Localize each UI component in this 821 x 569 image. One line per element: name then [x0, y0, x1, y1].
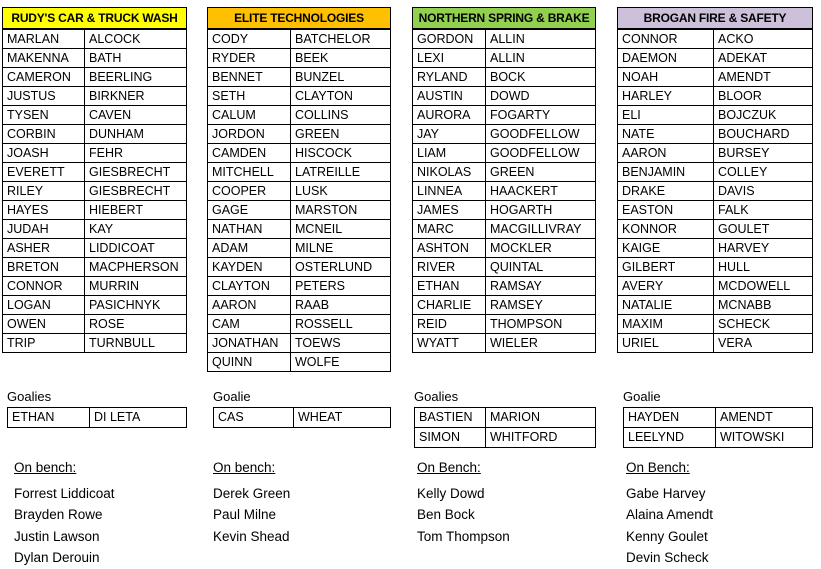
player-row [208, 201, 391, 220]
player-row [208, 353, 391, 372]
bench-player: Ben Bock [417, 507, 475, 523]
player-row [3, 49, 187, 68]
player-row [413, 49, 596, 68]
first-name-cell: AURORA [413, 106, 486, 125]
last-name-cell: RAMSEY [486, 296, 596, 315]
last-name-cell: MARION [486, 408, 596, 428]
player-row [3, 334, 187, 353]
first-name-cell: KAIGE [618, 239, 714, 258]
team-header: RUDY'S CAR & TRUCK WASH [2, 7, 187, 29]
last-name-cell: HARVEY [714, 239, 813, 258]
last-name-cell: MCDOWELL [714, 277, 813, 296]
player-row [413, 68, 596, 87]
last-name-cell: DAVIS [714, 182, 813, 201]
last-name-cell: HAACKERT [486, 182, 596, 201]
bench-section [14, 460, 115, 569]
first-name-cell: TYSEN [3, 106, 85, 125]
first-name-cell: BENJAMIN [618, 163, 714, 182]
player-row [413, 220, 596, 239]
first-name-cell: JUDAH [3, 220, 85, 239]
first-name-cell: AUSTIN [413, 87, 486, 106]
bench-player: Kevin Shead [213, 528, 290, 544]
last-name-cell: MARSTON [291, 201, 391, 220]
first-name-cell: DAEMON [618, 49, 714, 68]
player-row [208, 144, 391, 163]
first-name-cell: ASHTON [413, 239, 486, 258]
first-name-cell: NATE [618, 125, 714, 144]
last-name-cell: CLAYTON [291, 87, 391, 106]
last-name-cell: HIEBERT [85, 201, 187, 220]
last-name-cell: ROSSELL [291, 315, 391, 334]
player-row [618, 258, 813, 277]
player-row [413, 182, 596, 201]
first-name-cell: BASTIEN [415, 408, 486, 428]
first-name-cell: JORDON [208, 125, 291, 144]
player-row [413, 201, 596, 220]
player-row [3, 296, 187, 315]
last-name-cell: FEHR [85, 144, 187, 163]
first-name-cell: LOGAN [3, 296, 85, 315]
goalie-section [213, 389, 391, 428]
goalie-table [414, 407, 596, 448]
player-row [618, 106, 813, 125]
goalie-section [623, 389, 813, 448]
last-name-cell: BATH [85, 49, 187, 68]
bench-label: On Bench: [626, 460, 690, 475]
team-header: NORTHERN SPRING & BRAKE [412, 7, 596, 29]
player-row [413, 239, 596, 258]
first-name-cell: EASTON [618, 201, 714, 220]
last-name-cell: SCHECK [714, 315, 813, 334]
player-row [214, 408, 391, 428]
player-row [618, 125, 813, 144]
first-name-cell: RIVER [413, 258, 486, 277]
bench-player: Dylan Derouin [14, 550, 100, 566]
first-name-cell: HAYDEN [624, 408, 716, 428]
player-row [415, 428, 596, 448]
first-name-cell: MARC [413, 220, 486, 239]
bench-player: Kenny Goulet [626, 528, 708, 544]
first-name-cell: CONNOR [618, 30, 714, 49]
roster-table [412, 29, 596, 353]
goalie-label: Goalies [414, 389, 459, 404]
last-name-cell: WIELER [486, 334, 596, 353]
goalie-label: Goalie [213, 389, 251, 404]
player-row [624, 408, 813, 428]
last-name-cell: RAAB [291, 296, 391, 315]
first-name-cell: CLAYTON [208, 277, 291, 296]
first-name-cell: DRAKE [618, 182, 714, 201]
last-name-cell: MACGILLIVRAY [486, 220, 596, 239]
first-name-cell: ETHAN [413, 277, 486, 296]
first-name-cell: CORBIN [3, 125, 85, 144]
team-column-elite [207, 0, 391, 567]
last-name-cell: MILNE [291, 239, 391, 258]
player-row [208, 30, 391, 49]
player-row [618, 277, 813, 296]
bench-player: Justin Lawson [14, 528, 100, 544]
last-name-cell: DI LETA [90, 408, 187, 428]
last-name-cell: COLLEY [714, 163, 813, 182]
bench-list [14, 483, 115, 569]
bench-player: Forrest Liddicoat [14, 486, 115, 501]
last-name-cell: ACKO [714, 30, 813, 49]
goalie-section [7, 389, 187, 428]
last-name-cell: TOEWS [291, 334, 391, 353]
roster-table [207, 29, 391, 372]
last-name-cell: GOULET [714, 220, 813, 239]
last-name-cell: BOCK [486, 68, 596, 87]
team-header: BROGAN FIRE & SAFETY [617, 7, 813, 29]
first-name-cell: OWEN [3, 315, 85, 334]
bench-player: Kelly Dowd [417, 486, 485, 501]
last-name-cell: GIESBRECHT [85, 163, 187, 182]
bench-label: On bench: [14, 460, 77, 475]
last-name-cell: LIDDICOAT [85, 239, 187, 258]
first-name-cell: KONNOR [618, 220, 714, 239]
first-name-cell: TRIP [3, 334, 85, 353]
player-row [3, 277, 187, 296]
goalie-section [414, 389, 596, 448]
first-name-cell: NATHAN [208, 220, 291, 239]
player-row [3, 315, 187, 334]
bench-player: Gabe Harvey [626, 486, 706, 501]
player-row [618, 163, 813, 182]
first-name-cell: HAYES [3, 201, 85, 220]
player-row [208, 296, 391, 315]
first-name-cell: CAMDEN [208, 144, 291, 163]
first-name-cell: REID [413, 315, 486, 334]
first-name-cell: LEELYND [624, 428, 716, 448]
first-name-cell: HARLEY [618, 87, 714, 106]
player-row [3, 106, 187, 125]
player-row [618, 144, 813, 163]
player-row [413, 125, 596, 144]
last-name-cell: FALK [714, 201, 813, 220]
first-name-cell: RYLAND [413, 68, 486, 87]
player-row [208, 125, 391, 144]
player-row [3, 258, 187, 277]
first-name-cell: SETH [208, 87, 291, 106]
player-row [208, 220, 391, 239]
first-name-cell: ASHER [3, 239, 85, 258]
team-column-brogan [617, 0, 813, 567]
last-name-cell: MCNEIL [291, 220, 391, 239]
first-name-cell: NATALIE [618, 296, 714, 315]
player-row [413, 87, 596, 106]
first-name-cell: CAS [214, 408, 294, 428]
last-name-cell: GOODFELLOW [486, 144, 596, 163]
last-name-cell: KAY [85, 220, 187, 239]
player-row [3, 125, 187, 144]
first-name-cell: SIMON [415, 428, 486, 448]
last-name-cell: GREEN [291, 125, 391, 144]
roster-table [2, 29, 187, 353]
player-row [618, 182, 813, 201]
player-row [413, 277, 596, 296]
player-row [3, 87, 187, 106]
last-name-cell: BURSEY [714, 144, 813, 163]
player-row [208, 68, 391, 87]
last-name-cell: COLLINS [291, 106, 391, 125]
player-row [3, 144, 187, 163]
roster-table [617, 29, 813, 353]
player-row [413, 258, 596, 277]
first-name-cell: GILBERT [618, 258, 714, 277]
player-row [8, 408, 187, 428]
last-name-cell: ROSE [85, 315, 187, 334]
player-row [3, 68, 187, 87]
last-name-cell: LATREILLE [291, 163, 391, 182]
bench-player: Tom Thompson [417, 528, 510, 544]
first-name-cell: MAKENNA [3, 49, 85, 68]
bench-list [417, 483, 510, 547]
player-row [208, 163, 391, 182]
first-name-cell: BRETON [3, 258, 85, 277]
last-name-cell: BLOOR [714, 87, 813, 106]
last-name-cell: RAMSAY [486, 277, 596, 296]
player-row [413, 106, 596, 125]
team-header: ELITE TECHNOLOGIES [207, 7, 391, 29]
player-row [413, 144, 596, 163]
player-row [618, 220, 813, 239]
player-row [624, 428, 813, 448]
player-row [618, 239, 813, 258]
bench-label: On bench: [213, 460, 276, 475]
first-name-cell: GORDON [413, 30, 486, 49]
player-row [208, 49, 391, 68]
first-name-cell: CHARLIE [413, 296, 486, 315]
last-name-cell: BEERLING [85, 68, 187, 87]
player-row [3, 30, 187, 49]
first-name-cell: LIAM [413, 144, 486, 163]
goalie-table [7, 407, 187, 428]
first-name-cell: JONATHAN [208, 334, 291, 353]
first-name-cell: LEXI [413, 49, 486, 68]
last-name-cell: GREEN [486, 163, 596, 182]
player-row [208, 182, 391, 201]
bench-label: On Bench: [417, 460, 481, 475]
last-name-cell: WHITFORD [486, 428, 596, 448]
player-row [618, 201, 813, 220]
first-name-cell: EVERETT [3, 163, 85, 182]
last-name-cell: LUSK [291, 182, 391, 201]
last-name-cell: HISCOCK [291, 144, 391, 163]
last-name-cell: PASICHNYK [85, 296, 187, 315]
bench-list [626, 483, 713, 569]
last-name-cell: GIESBRECHT [85, 182, 187, 201]
first-name-cell: NOAH [618, 68, 714, 87]
first-name-cell: MAXIM [618, 315, 714, 334]
player-row [415, 408, 596, 428]
player-row [208, 334, 391, 353]
first-name-cell: JAMES [413, 201, 486, 220]
player-row [208, 87, 391, 106]
bench-player: Derek Green [213, 486, 291, 501]
last-name-cell: BATCHELOR [291, 30, 391, 49]
first-name-cell: RILEY [3, 182, 85, 201]
first-name-cell: QUINN [208, 353, 291, 372]
last-name-cell: DOWD [486, 87, 596, 106]
last-name-cell: BIRKNER [85, 87, 187, 106]
player-row [413, 296, 596, 315]
last-name-cell: ADEKAT [714, 49, 813, 68]
bench-section [417, 460, 510, 547]
last-name-cell: ALCOCK [85, 30, 187, 49]
last-name-cell: VERA [714, 334, 813, 353]
last-name-cell: MCNABB [714, 296, 813, 315]
last-name-cell: QUINTAL [486, 258, 596, 277]
last-name-cell: FOGARTY [486, 106, 596, 125]
last-name-cell: WHEAT [294, 408, 391, 428]
last-name-cell: BEEK [291, 49, 391, 68]
first-name-cell: ELI [618, 106, 714, 125]
player-row [618, 296, 813, 315]
first-name-cell: KAYDEN [208, 258, 291, 277]
last-name-cell: ALLIN [486, 30, 596, 49]
last-name-cell: OSTERLUND [291, 258, 391, 277]
first-name-cell: COOPER [208, 182, 291, 201]
first-name-cell: CAM [208, 315, 291, 334]
bench-player: Paul Milne [213, 507, 277, 523]
player-row [618, 315, 813, 334]
last-name-cell: MOCKLER [486, 239, 596, 258]
first-name-cell: JOASH [3, 144, 85, 163]
player-row [3, 163, 187, 182]
bench-player: Alaina Amendt [626, 507, 714, 523]
player-row [208, 277, 391, 296]
first-name-cell: CODY [208, 30, 291, 49]
player-row [208, 106, 391, 125]
player-row [618, 87, 813, 106]
first-name-cell: MITCHELL [208, 163, 291, 182]
bench-player: Devin Scheck [626, 550, 709, 566]
first-name-cell: JAY [413, 125, 486, 144]
last-name-cell: CAVEN [85, 106, 187, 125]
first-name-cell: BENNET [208, 68, 291, 87]
first-name-cell: GAGE [208, 201, 291, 220]
first-name-cell: ADAM [208, 239, 291, 258]
bench-section [213, 460, 290, 547]
player-row [3, 182, 187, 201]
first-name-cell: AVERY [618, 277, 714, 296]
last-name-cell: MACPHERSON [85, 258, 187, 277]
player-row [3, 239, 187, 258]
player-row [3, 220, 187, 239]
goalie-table [213, 407, 391, 428]
last-name-cell: AMENDT [714, 68, 813, 87]
first-name-cell: LINNEA [413, 182, 486, 201]
last-name-cell: BOUCHARD [714, 125, 813, 144]
last-name-cell: WOLFE [291, 353, 391, 372]
last-name-cell: DUNHAM [85, 125, 187, 144]
player-row [413, 163, 596, 182]
first-name-cell: AARON [618, 144, 714, 163]
player-row [3, 201, 187, 220]
first-name-cell: AARON [208, 296, 291, 315]
last-name-cell: PETERS [291, 277, 391, 296]
last-name-cell: ALLIN [486, 49, 596, 68]
last-name-cell: THOMPSON [486, 315, 596, 334]
first-name-cell: CAMERON [3, 68, 85, 87]
player-row [413, 334, 596, 353]
last-name-cell: HOGARTH [486, 201, 596, 220]
goalie-table [623, 407, 813, 448]
player-row [618, 30, 813, 49]
player-row [208, 239, 391, 258]
goalie-label: Goalies [7, 389, 52, 404]
last-name-cell: WITOWSKI [716, 428, 813, 448]
bench-section [626, 460, 713, 569]
first-name-cell: URIEL [618, 334, 714, 353]
first-name-cell: MARLAN [3, 30, 85, 49]
team-column-northern [412, 0, 596, 567]
first-name-cell: NIKOLAS [413, 163, 486, 182]
last-name-cell: GOODFELLOW [486, 125, 596, 144]
last-name-cell: AMENDT [716, 408, 813, 428]
player-row [208, 315, 391, 334]
player-row [618, 334, 813, 353]
player-row [618, 49, 813, 68]
bench-list [213, 483, 290, 547]
last-name-cell: MURRIN [85, 277, 187, 296]
goalie-label: Goalie [623, 389, 661, 404]
last-name-cell: HULL [714, 258, 813, 277]
first-name-cell: WYATT [413, 334, 486, 353]
last-name-cell: TURNBULL [85, 334, 187, 353]
player-row [413, 30, 596, 49]
first-name-cell: JUSTUS [3, 87, 85, 106]
team-column-rudys [2, 0, 187, 567]
player-row [413, 315, 596, 334]
player-row [618, 68, 813, 87]
first-name-cell: CALUM [208, 106, 291, 125]
player-row [208, 258, 391, 277]
first-name-cell: ETHAN [8, 408, 90, 428]
bench-player: Brayden Rowe [14, 507, 103, 523]
first-name-cell: RYDER [208, 49, 291, 68]
last-name-cell: BUNZEL [291, 68, 391, 87]
last-name-cell: BOJCZUK [714, 106, 813, 125]
first-name-cell: CONNOR [3, 277, 85, 296]
